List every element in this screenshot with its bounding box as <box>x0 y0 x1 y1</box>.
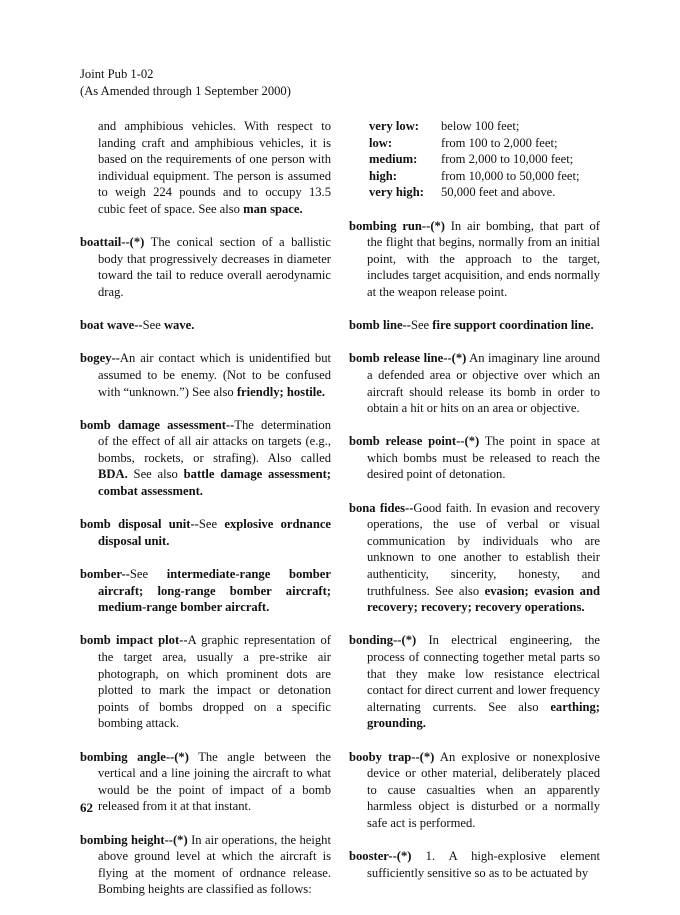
glossary-entry <box>80 516 331 549</box>
entry-term: boat wave-- <box>80 318 143 333</box>
left-column <box>80 118 331 915</box>
entry-definition: See <box>410 318 433 333</box>
glossary-entry <box>80 832 331 898</box>
entry-term: bomb disposal unit-- <box>80 517 199 532</box>
entry-definition: Good faith. In evasion and recovery operations, the use of verbal or visual communication by individuals who are unknown to one another to establish their authenticity, sincerity, honesty, and truthfulness. See also <box>367 500 600 598</box>
entry-term: bombing angle-- <box>80 749 175 764</box>
glossary-entry <box>80 234 331 300</box>
glossary-entry <box>349 433 600 483</box>
continued-entry <box>80 118 331 218</box>
height-table-row <box>369 184 600 201</box>
right-entries <box>349 218 600 882</box>
height-class-range: from 10,000 to 50,000 feet; <box>441 168 580 183</box>
entry-definition: See <box>129 567 167 582</box>
see-also-ref: explosive ordnance disposal unit. <box>98 517 331 548</box>
entry-definition: See <box>198 517 225 532</box>
entry-term: bonding-- <box>349 633 402 648</box>
entry-term: bomb line-- <box>349 318 411 333</box>
entry-term: booster-- <box>349 849 397 864</box>
glossary-entry <box>349 500 600 616</box>
entry-marker: (*) <box>419 749 435 764</box>
height-class-label: high: <box>369 168 397 183</box>
see-also-ref: wave. <box>163 318 195 333</box>
height-class-range: below 100 feet; <box>441 119 520 133</box>
see-also-ref: friendly; hostile. <box>236 384 326 399</box>
entry-definition: and amphibious vehicles. With respect to landing craft and amphibious vehicles, it is based on the requirements of one person with individual equipment. The person is assumed to weigh 224 pounds and to occupy 13.5 cubic feet of space. See also <box>98 119 331 216</box>
height-class-label: very low: <box>369 119 420 133</box>
see-also-ref: man space. <box>243 201 303 216</box>
see-also-ref: fire support coordination line. <box>432 318 594 333</box>
glossary-entry <box>80 749 331 815</box>
also-called-acronym: BDA. <box>98 467 128 482</box>
entry-definition: In air operations, the height above ground level at which the aircraft is flying at the moment of ordnance release. Bombing heights are classified as follows: <box>98 832 331 897</box>
entry-marker: (*) <box>464 434 480 449</box>
entry-term: bombing height-- <box>80 832 173 847</box>
entry-definition: In electrical engineering, the process of connecting together metal parts so that they make low resistance electrical contact for direct current and lower frequency alternating currents. See also <box>367 633 600 714</box>
left-entries <box>80 234 331 898</box>
page-number: 62 <box>80 800 93 815</box>
glossary-entry <box>80 632 331 732</box>
amendment-note: (As Amended through 1 September 2000) <box>80 84 291 98</box>
entry-term: bona fides-- <box>349 500 414 515</box>
entry-definition: An imaginary line around a defended area or objective over which an aircraft should release its bomb in order to obtain a hit or hits on an area or objective. <box>367 351 600 416</box>
see-also-ref: battle damage assessment; combat assessment. <box>98 467 331 499</box>
entry-definition: An air contact which is unidentified but assumed to be enemy. (Not to be confused with “unknown.”) See also <box>98 351 331 399</box>
entry-term: bomb release line-- <box>349 351 452 366</box>
entry-term: bomber-- <box>80 567 130 582</box>
entry-marker: (*) <box>396 849 412 864</box>
entry-definition: The conical section of a ballistic body that progressively decreases in diameter toward the tail to reduce overall aerodynamic drag. <box>98 235 331 299</box>
glossary-entry <box>349 632 600 732</box>
entry-definition: An explosive or nonexplosive device or other material, deliberately placed to cause casualties when an apparently harmless object is disturbed or a normally safe act is performed. <box>367 749 600 830</box>
glossary-entry <box>349 848 600 881</box>
height-class-label: very high: <box>369 185 424 200</box>
publication-title: Joint Pub 1-02 <box>80 67 154 81</box>
entry-marker: (*) <box>129 235 145 250</box>
glossary-entry <box>349 218 600 301</box>
entry-term: booby trap-- <box>349 749 420 764</box>
height-class-label: low: <box>369 135 393 150</box>
glossary-entry <box>80 317 331 334</box>
height-class-range: from 2,000 to 10,000 feet; <box>441 152 574 167</box>
glossary-entry <box>80 350 331 400</box>
entry-term: bomb damage assessment-- <box>80 417 235 432</box>
running-header <box>80 66 291 100</box>
entry-definition: The angle between the vertical and a line joining the aircraft to what would be the point of impact of a bomb released from it at that instant. <box>98 749 331 814</box>
entry-definition: A graphic representation of the target area, usually a pre-strike air photograph, on which prominent dots are plotted to mark the impact or detonation points of bombs dropped on a specific bombing attack. <box>98 633 331 731</box>
see-also-ref: earthing; grounding. <box>367 699 600 731</box>
entry-term: bombing run-- <box>349 218 431 233</box>
entry-marker: (*) <box>451 351 467 366</box>
height-table-row <box>369 168 600 185</box>
entry-term: bomb impact plot-- <box>80 633 188 648</box>
entry-definition-cont: See also <box>127 467 184 482</box>
bombing-height-table <box>349 118 600 201</box>
entry-marker: (*) <box>174 749 189 764</box>
entry-term: boattail-- <box>80 235 130 250</box>
entry-definition: In air bombing, that part of the flight that begins, normally from an initial point, with the approach to the target, includes target acquisition, and ends normally at the weapon release point. <box>367 218 601 299</box>
see-also-ref: intermediate-range bomber aircraft; long-range bomber aircraft; medium-range bomber aircraft. <box>98 567 331 615</box>
entry-marker: (*) <box>430 218 445 233</box>
entry-definition: The determination of the effect of all air attacks on targets (e.g., bombs, rockets, or strafing). Also called <box>98 417 331 465</box>
glossary-entry <box>349 749 600 832</box>
entry-term: bogey-- <box>80 351 120 366</box>
glossary-entry <box>80 566 331 616</box>
right-column <box>349 118 600 898</box>
glossary-entry <box>80 417 331 500</box>
height-class-range: 50,000 feet and above. <box>441 185 556 200</box>
height-table-row <box>369 135 600 152</box>
entry-definition: See <box>142 318 164 333</box>
entry-marker: (*) <box>172 832 188 847</box>
height-table-row <box>369 151 600 168</box>
height-class-range: from 100 to 2,000 feet; <box>441 135 558 150</box>
entry-definition: 1. A high-explosive element sufficiently sensitive so as to be actuated by <box>367 849 600 880</box>
see-also-ref: evasion; evasion and recovery; recovery; recovery operations. <box>367 583 600 615</box>
glossary-entry <box>349 317 600 334</box>
entry-marker: (*) <box>401 633 417 648</box>
entry-term: bomb release point-- <box>349 434 465 449</box>
entry-definition: The point in space at which bombs must be released to reach the desired point of detonation. <box>367 434 600 482</box>
glossary-entry <box>349 350 600 416</box>
height-table-row <box>369 118 600 135</box>
height-class-label: medium: <box>369 152 418 167</box>
